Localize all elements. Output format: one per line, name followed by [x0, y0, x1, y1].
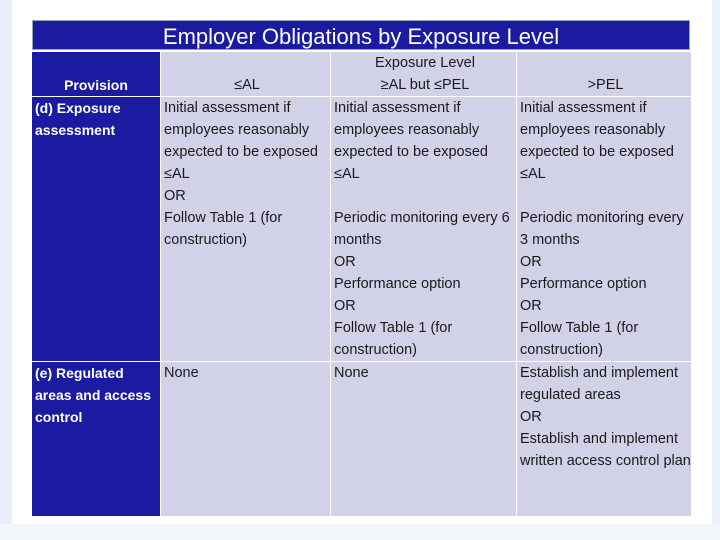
provision-label: (e) Regulated areas and access control [35, 365, 151, 425]
header-blank-cell [517, 52, 692, 75]
table-row [32, 362, 692, 517]
table-cell [517, 97, 692, 362]
provision-header-cell [32, 52, 161, 97]
cell-text: Initial assessment if employees reasonably expected to be exposed ≤AL Periodic monitoring every 6 months OR Performance option OR Follow Table 1 (for construction) [334, 100, 510, 358]
decorative-stripe-left [0, 0, 12, 540]
level-header-al: ≤AL [161, 74, 331, 97]
table-cell [161, 97, 331, 362]
slide-title: Employer Obligations by Exposure Level [32, 20, 690, 50]
cell-text: None [334, 365, 369, 381]
level-header-pel: >PEL [517, 74, 692, 97]
table-cell [517, 362, 692, 517]
table-row [32, 97, 692, 362]
provision-cell [32, 362, 161, 517]
provision-cell [32, 97, 161, 362]
exposure-level-header: Exposure Level [331, 52, 517, 75]
provision-header: Provision [64, 77, 128, 93]
decorative-stripe-bottom [0, 524, 720, 540]
cell-text: Establish and implement regulated areas OR Establish and implement written access control plan [520, 365, 691, 469]
decorative-stripe-right [712, 0, 720, 540]
table-cell [331, 362, 517, 517]
cell-text: Initial assessment if employees reasonably expected to be exposed ≤AL Periodic monitoring every 3 months OR Performance option OR Follow Table 1 (for construction) [520, 100, 684, 358]
cell-text: None [164, 365, 199, 381]
table-cell [161, 362, 331, 517]
table-header-row [32, 52, 692, 75]
obligations-table [31, 51, 692, 517]
header-blank-cell [161, 52, 331, 75]
provision-label: (d) Exposure assessment [35, 100, 121, 138]
level-header-al-pel: ≥AL but ≤PEL [331, 74, 517, 97]
cell-text: Initial assessment if employees reasonably expected to be exposed ≤AL OR Follow Table 1 (for construction) [164, 100, 318, 248]
table-cell [331, 97, 517, 362]
